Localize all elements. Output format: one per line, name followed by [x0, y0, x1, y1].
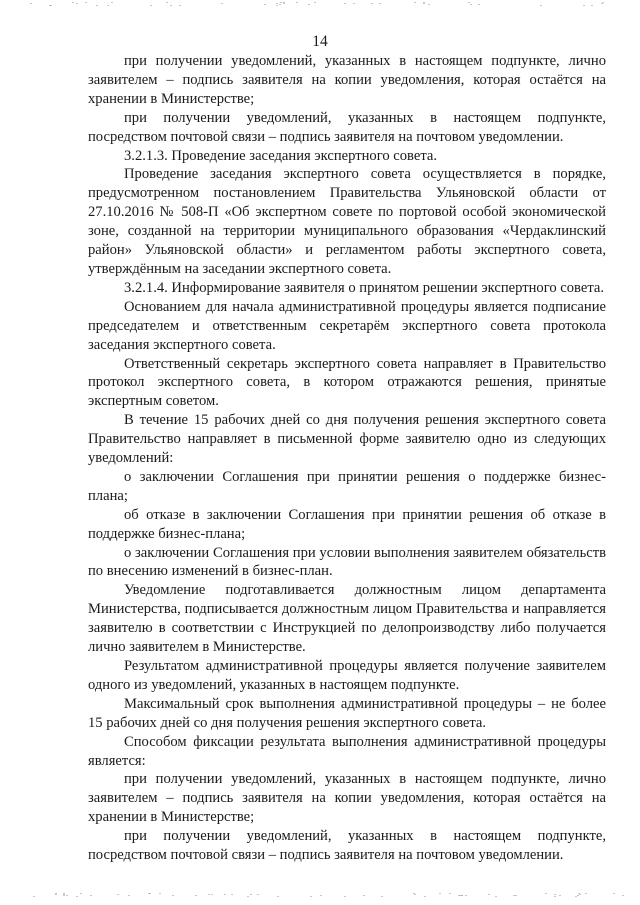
paragraph: В течение 15 рабочих дней со дня получения решения экспертного совета Правительство направляет в письменной форме заявителю одно из следующих уведомлений: — [88, 412, 606, 467]
paragraph: Основанием для начала административной процедуры является подписание председателем и ответственным секретарём экспертного совета протокола заседания экспертного совета. — [88, 298, 606, 353]
paragraph: Способом фиксации результата выполнения административной процедуры является: — [88, 733, 606, 769]
scan-speck — [55, 894, 57, 895]
scan-speck — [96, 5, 98, 6]
scan-speck — [344, 896, 346, 897]
scan-speck — [577, 895, 579, 896]
scan-speck — [128, 895, 130, 896]
scan-speck — [424, 896, 426, 897]
scan-speck — [111, 2, 113, 3]
scan-speck — [423, 3, 425, 4]
scan-speck — [559, 895, 561, 896]
scan-speck — [379, 3, 381, 4]
scan-speck — [280, 2, 282, 3]
scan-speck — [250, 894, 252, 895]
paragraph: Максимальный срок выполнения административной процедуры – не более 15 рабочих дней со дня получения решения экспертного совета. — [88, 695, 606, 731]
scan-speck — [439, 893, 441, 894]
paragraph: Результатом административной процедуры является получение заявителем одного из уведомлений, указанных в настоящем подпункте. — [88, 658, 606, 693]
scan-speck — [117, 894, 119, 895]
scan-speck — [90, 895, 92, 896]
scan-speck — [107, 5, 109, 6]
scan-speck — [554, 894, 556, 895]
scan-speck — [583, 5, 585, 6]
scan-speck — [63, 894, 65, 895]
scan-speck — [613, 893, 615, 894]
scan-speck — [540, 5, 542, 6]
scan-speck — [320, 895, 322, 896]
scan-speck — [308, 4, 310, 5]
scan-speck — [149, 893, 151, 894]
scan-speck — [363, 895, 365, 896]
scan-speck — [85, 2, 87, 3]
scan-speck — [257, 894, 259, 895]
scan-speck — [575, 896, 577, 897]
scan-speck — [381, 896, 383, 897]
scan-speck — [80, 893, 82, 894]
paragraph: Проведение заседания экспертного совета осуществляется в порядке, предусмотренном постановлением Правительства Ульяновской области от 27.10.2016 № 508-П «Об экспертном совете по портовой особой экономической зоне, созданной на территории муниципального образования «Чердаклинский район» Ульяновской области» и регламентом работы экспертного совета, утверждённым на заседании экспертного совета. — [88, 166, 606, 277]
paragraph: Ответственный секретарь экспертного совета направляет в Правительство протокол экспертного совета, в котором отражаются решения, принятые экспертным советом. — [88, 355, 606, 410]
list-item: об отказе в заключении Соглашения при принятии решения об отказе в поддержке бизнес-плана; — [88, 506, 606, 542]
scan-artifact-bottom — [0, 893, 640, 899]
paragraph: при получении уведомлений, указанных в настоящем подпункте, посредством почтовой связи – подпись заявителя на почтовом уведомлении. — [88, 109, 606, 145]
scan-speck — [159, 893, 161, 894]
scan-speck — [30, 3, 32, 4]
scan-speck — [515, 895, 517, 896]
section-heading: 3.2.1.4. Информирование заявителя о принятом решении экспертного совета. — [124, 279, 605, 296]
section-heading: 3.2.1.3. Проведение заседания экспертного совета. — [124, 147, 438, 164]
scan-speck — [470, 4, 472, 5]
list-item: при получении уведомлений, указанных в настоящем подпункте, посредством почтовой связи – подпись заявителя на почтовом уведомлении. — [88, 828, 606, 864]
scan-speck — [276, 5, 278, 6]
scan-speck — [211, 894, 213, 895]
scan-speck — [449, 893, 451, 894]
scan-speck — [353, 3, 355, 4]
scan-speck — [208, 894, 210, 895]
scan-speck — [601, 3, 603, 4]
scan-speck — [276, 3, 278, 4]
scan-speck — [591, 5, 593, 6]
scan-speck — [195, 895, 197, 896]
scan-speck — [314, 2, 316, 3]
scan-speck — [428, 4, 430, 5]
scan-speck — [33, 896, 35, 897]
scan-speck — [488, 894, 490, 895]
scan-speck — [179, 5, 181, 6]
scan-speck — [513, 895, 515, 896]
list-item: при получении уведомлений, указанных в настоящем подпункте, лично заявителем – подпись заявителя на копии уведомления, которая остаётся на хранении в Министерстве; — [88, 771, 606, 826]
paragraph: Уведомление подготавливается должностным лицом департамента Министерства, подписывается должностным лицом Правительства и направляется заявителю в соответствии с Инструкцией по делопроизводству либо получается лично заявителем в Министерстве. — [88, 582, 606, 656]
scan-speck — [458, 895, 460, 896]
scan-speck — [585, 893, 587, 894]
scan-speck — [279, 4, 281, 5]
scan-speck — [277, 896, 279, 897]
scan-speck — [231, 894, 233, 895]
scan-speck — [72, 2, 74, 3]
scan-speck — [554, 896, 556, 897]
scan-speck — [172, 895, 174, 896]
scan-speck — [66, 895, 68, 896]
page-number: 14 — [312, 33, 328, 50]
scan-speck — [63, 895, 65, 896]
scan-artifact-top — [0, 2, 640, 8]
scan-speck — [166, 2, 168, 3]
document-body — [88, 52, 606, 865]
scan-speck — [310, 896, 312, 897]
scan-speck — [150, 5, 152, 6]
scan-speck — [264, 4, 266, 5]
scan-speck — [579, 894, 581, 895]
scan-speck — [478, 4, 480, 5]
scan-speck — [578, 893, 580, 894]
scan-speck — [414, 2, 416, 3]
scan-speck — [468, 2, 470, 3]
scan-speck — [344, 3, 346, 4]
scan-speck — [170, 5, 172, 6]
scan-speck — [622, 895, 624, 896]
scan-speck — [224, 894, 226, 895]
list-item: о заключении Соглашения при принятии решения о поддержке бизнес-плана; — [88, 468, 606, 504]
scan-speck — [50, 5, 52, 6]
scan-speck — [296, 2, 298, 3]
scan-speck — [414, 894, 416, 895]
scan-speck — [76, 896, 78, 897]
scan-speck — [247, 896, 249, 897]
scan-speck — [76, 3, 78, 4]
scan-speck — [371, 3, 373, 4]
scan-speck — [221, 3, 223, 4]
paragraph: при получении уведомлений, указанных в настоящем подпункте, лично заявителем – подпись заявителя на копии уведомления, которая остаётся на хранении в Министерстве; — [88, 53, 606, 107]
scan-speck — [465, 895, 467, 896]
scan-speck — [283, 3, 285, 4]
scan-speck — [495, 896, 497, 897]
list-item: о заключении Соглашения при условии выполнения заявителем обязательств по внесению изменений в бизнес-план. — [88, 544, 606, 580]
scan-speck — [461, 895, 463, 896]
scan-speck — [545, 893, 547, 894]
